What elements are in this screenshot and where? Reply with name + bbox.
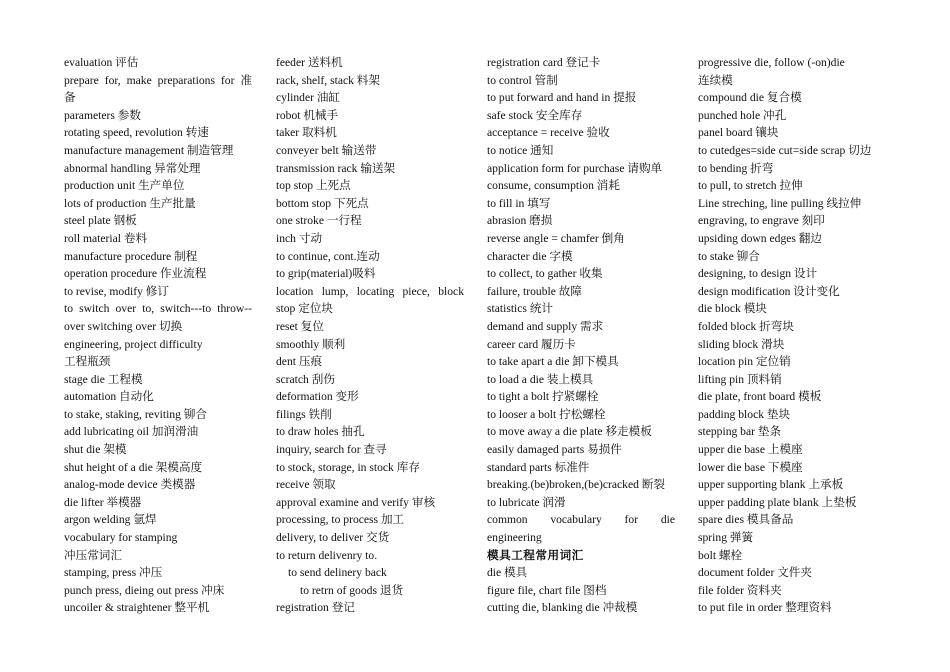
glossary-line: automation 自动化 (64, 390, 154, 404)
glossary-line: padding block 垫块 (698, 407, 791, 421)
glossary-line: transmission rack 输送架 (276, 161, 396, 175)
glossary-line: bolt 螺栓 (698, 548, 743, 562)
glossary-line: designing, to design 设计 (698, 267, 818, 281)
glossary-line: lifting pin 顶料销 (698, 372, 782, 386)
glossary-line: cutting die, blanking die 冲裁模 (487, 601, 638, 615)
glossary-line: uncoiler & straightener 整平机 (64, 601, 210, 615)
glossary-line: to control 管制 (487, 73, 558, 87)
glossary-line: to load a die 装上模具 (487, 372, 594, 386)
glossary-line: smoothly 顺利 (276, 337, 346, 351)
glossary-line: shut die 架模 (64, 443, 127, 457)
glossary-line: to continue, cont.连动 (276, 249, 380, 263)
glossary-line: approval examine and verify 审核 (276, 495, 436, 509)
glossary-line: to bending 折弯 (698, 161, 774, 175)
glossary-line: to draw holes 抽孔 (276, 425, 365, 439)
glossary-line: processing, to process 加工 (276, 513, 405, 527)
glossary-line: design modification 设计变化 (698, 284, 840, 298)
glossary-line: reset 复位 (276, 319, 324, 333)
glossary-line: cylinder 油缸 (276, 91, 341, 105)
glossary-line: lots of production 生产批量 (64, 196, 196, 210)
glossary-line: to switch over to, switch---to throw-- (64, 302, 252, 316)
glossary-line: easily damaged parts 易损件 (487, 443, 622, 457)
glossary-line: common vocabulary for die (487, 513, 675, 527)
glossary-line: to put forward and hand in 提报 (487, 91, 637, 105)
glossary-line: die block 模块 (698, 302, 767, 316)
glossary-line: to put file in order 整理资料 (698, 601, 832, 615)
glossary-line: location lump, locating piece, block (276, 284, 464, 298)
glossary-line: lower die base 下模座 (698, 460, 803, 474)
glossary-line: argon welding 氩焊 (64, 513, 157, 527)
glossary-line: acceptance = receive 验收 (487, 126, 610, 140)
glossary-line: die lifter 举模器 (64, 495, 142, 509)
glossary-line: 连续模 (698, 73, 733, 87)
glossary-line: to retrn of goods 退货 (300, 583, 404, 597)
glossary-line: scratch 刮伤 (276, 372, 335, 386)
glossary-line: punch press, dieing out press 冲床 (64, 583, 225, 597)
glossary-line: feeder 送料机 (276, 56, 343, 69)
glossary-line: steel plate 钢板 (64, 214, 137, 228)
glossary-line: 冲压常词汇 (64, 548, 122, 562)
glossary-line: stage die 工程模 (64, 372, 143, 386)
glossary-line: safe stock 安全库存 (487, 108, 583, 122)
glossary-column-4 (698, 54, 884, 617)
glossary-line: robot 机械手 (276, 108, 339, 122)
glossary-line: production unit 生产单位 (64, 179, 185, 193)
glossary-line: engineering (487, 531, 542, 545)
glossary-line: die 模具 (487, 566, 528, 580)
glossary-line: manufacture procedure 制程 (64, 249, 198, 263)
glossary-line: failure, trouble 故障 (487, 284, 582, 298)
glossary-line: sliding block 滑块 (698, 337, 785, 351)
glossary-line: manufacture management 制造管理 (64, 143, 234, 157)
glossary-line: to stake 铆合 (698, 249, 760, 263)
glossary-column-1 (64, 54, 252, 617)
glossary-line: to pull, to stretch 拉伸 (698, 179, 803, 193)
glossary-line: top stop 上死点 (276, 179, 351, 193)
glossary-line: figure file, chart file 图档 (487, 583, 607, 597)
glossary-line: engraving, to engrave 刻印 (698, 214, 825, 228)
glossary-line: receive 领取 (276, 478, 336, 492)
glossary-line: inch 寸动 (276, 231, 323, 245)
glossary-line: abrasion 磨损 (487, 214, 553, 228)
glossary-line: engineering, project difficulty (64, 337, 203, 351)
glossary-line: reverse angle = chamfer 倒角 (487, 231, 625, 245)
glossary-line: evaluation 评估 (64, 56, 139, 69)
glossary-line: application form for purchase 请购单 (487, 161, 663, 175)
glossary-line: statistics 统计 (487, 302, 554, 316)
glossary-line: one stroke 一行程 (276, 214, 362, 228)
glossary-line: to stock, storage, in stock 库存 (276, 460, 420, 474)
glossary-line: rotating speed, revolution 转速 (64, 126, 209, 140)
glossary-line: 工程瓶颈 (64, 355, 111, 369)
glossary-line: stop 定位块 (276, 302, 334, 316)
glossary-line: panel board 镶块 (698, 126, 779, 140)
glossary-line: to looser a bolt 拧松螺栓 (487, 407, 606, 421)
glossary-column-3 (487, 54, 675, 617)
glossary-line: vocabulary for stamping (64, 531, 178, 545)
glossary-line: to return delivenry to. (276, 548, 378, 562)
glossary-line: document folder 文件夹 (698, 566, 812, 580)
glossary-line: upper supporting blank 上承板 (698, 478, 844, 492)
glossary-line: to tight a bolt 拧紧螺栓 (487, 390, 599, 404)
glossary-line: registration card 登记卡 (487, 56, 601, 69)
glossary-line: compound die 复合模 (698, 91, 802, 105)
glossary-line: stamping, press 冲压 (64, 566, 163, 580)
glossary-line: operation procedure 作业流程 (64, 267, 207, 281)
glossary-line: rack, shelf, stack 料架 (276, 73, 380, 87)
glossary-line: consume, consumption 消耗 (487, 179, 620, 193)
glossary-line: filings 铁削 (276, 407, 332, 421)
glossary-line: upper die base 上模座 (698, 443, 803, 457)
glossary-line: Line streching, line pulling 线拉伸 (698, 196, 862, 210)
glossary-line: location pin 定位销 (698, 355, 791, 369)
glossary-line: parameters 参数 (64, 108, 141, 122)
glossary-column-2 (276, 54, 464, 617)
glossary-line: conveyer belt 输送带 (276, 143, 377, 157)
glossary-line: registration 登记 (276, 601, 355, 615)
glossary-line: to fill in 填写 (487, 196, 551, 210)
glossary-line: demand and supply 需求 (487, 319, 604, 333)
glossary-line: 备 (64, 91, 76, 105)
glossary-line: standard parts 标准件 (487, 460, 590, 474)
glossary-line: to cutedges=side cut=side scrap 切边 (698, 143, 872, 157)
glossary-line: shut height of a die 架模高度 (64, 460, 203, 474)
glossary-line: upsiding down edges 翻边 (698, 231, 822, 245)
glossary-line: to stake, staking, reviting 铆合 (64, 407, 207, 421)
glossary-line: character die 字模 (487, 249, 573, 263)
glossary-line: bottom stop 下死点 (276, 196, 369, 210)
glossary-line: file folder 资料夹 (698, 583, 782, 597)
glossary-line: to lubricate 润滑 (487, 495, 566, 509)
glossary-line: die plate, front board 模板 (698, 390, 822, 404)
glossary-line: to move away a die plate 移走模板 (487, 425, 652, 439)
glossary-line: abnormal handling 异常处理 (64, 161, 201, 175)
glossary-line: over switching over 切换 (64, 319, 183, 333)
glossary-line: to send delinery back (288, 566, 387, 580)
glossary-line: inquiry, search for 查寻 (276, 443, 387, 457)
glossary-line: roll material 卷料 (64, 231, 148, 245)
glossary-line: progressive die, follow (-on)die (698, 56, 845, 69)
glossary-line: upper padding plate blank 上垫板 (698, 495, 857, 509)
glossary-line: spare dies 模具备品 (698, 513, 794, 527)
glossary-line: breaking.(be)broken,(be)cracked 断裂 (487, 478, 666, 492)
glossary-line: folded block 折弯块 (698, 319, 794, 333)
glossary-line: to grip(material)吸料 (276, 267, 376, 281)
glossary-line: to revise, modify 修订 (64, 284, 169, 298)
glossary-line: to collect, to gather 收集 (487, 267, 603, 281)
glossary-line: analog-mode device 类模器 (64, 478, 196, 492)
glossary-line: to take apart a die 卸下模具 (487, 355, 619, 369)
section-heading: 模具工程常用词汇 (487, 548, 584, 562)
glossary-line: prepare for, make preparations for 准 (64, 73, 252, 87)
glossary-line: career card 履历卡 (487, 337, 576, 351)
glossary-line: taker 取料机 (276, 126, 337, 140)
glossary-line: punched hole 冲孔 (698, 108, 787, 122)
glossary-line: deformation 变形 (276, 390, 359, 404)
glossary-line: delivery, to deliver 交货 (276, 531, 390, 545)
glossary-line: dent 压痕 (276, 355, 323, 369)
glossary-line: to notice 通知 (487, 143, 554, 157)
glossary-line: add lubricating oil 加润滑油 (64, 425, 199, 439)
glossary-line: spring 弹簧 (698, 531, 754, 545)
glossary-line: stepping bar 垫条 (698, 425, 782, 439)
